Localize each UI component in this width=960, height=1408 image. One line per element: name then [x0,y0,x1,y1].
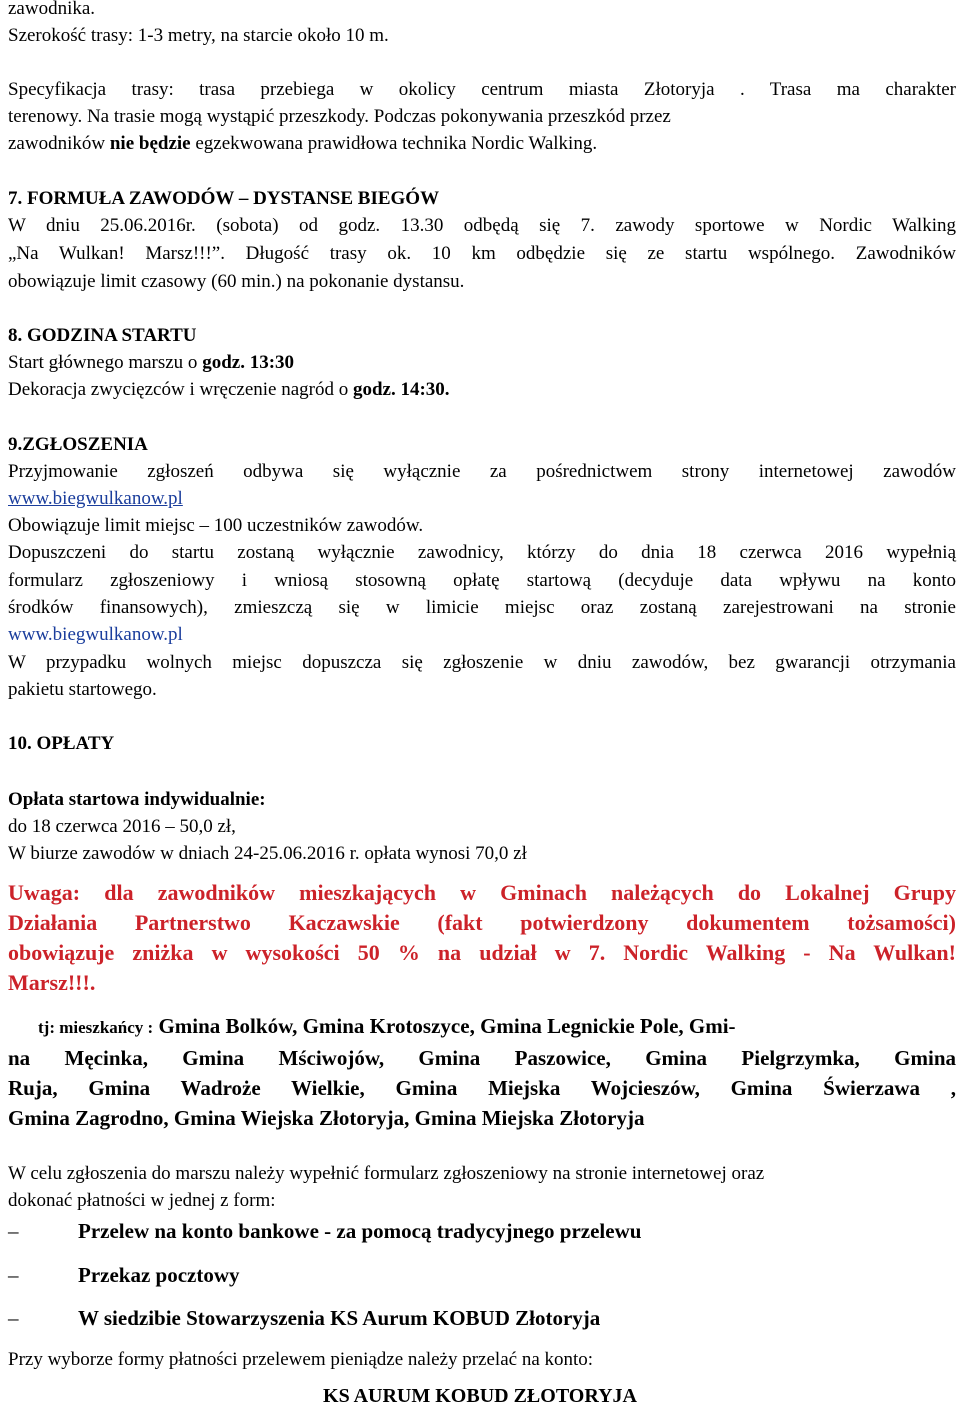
dash-bullet: – [8,1306,19,1330]
text-line: Obowiązuje limit miejsc – 100 uczestników zawodów. [8,515,424,536]
account-holder: KS AURUM KOBUD ZŁOTORYJA [323,1385,637,1407]
bold-span: nie będzie [109,133,191,154]
website-link[interactable]: www.biegwulkanow.pl [8,488,183,509]
text-line: Szerokość trasy: 1-3 metry, na starcie około 10 m. [8,25,389,46]
text-span: zawodników [8,133,110,154]
text-line: W celu zgłoszenia do marszu należy wypełnić formularz zgłoszeniowy na stronie internetowej oraz [8,1163,765,1184]
section-heading-7: 7. FORMUŁA ZAWODÓW – DYSTANSE BIEGÓW [8,188,440,209]
communes-line: na Męcinka, Gmina Mściwojów, Gmina Paszowice, Gmina Pielgrzymka, Gmina [8,1046,956,1070]
communes-text: Gmina Bolków, Gmina Krotoszyce, Gmina Legnickie Pole, Gmi- [153,1014,736,1038]
text-span: Start głównego marszu o [8,352,203,373]
payment-option-label: Przekaz pocztowy [78,1263,240,1287]
text-line: Dopuszczeni do startu zostaną wyłącznie zawodnicy, którzy do dnia 18 czerwca 2016 wypełnią [8,542,956,563]
text-line: zawodnika. [8,0,96,19]
text-line: W przypadku wolnych miejsc dopuszcza się zgłoszenie w dniu zawodów, bez gwarancji otrzymania [8,652,956,673]
website-link[interactable]: www.biegwulkanow.pl [8,624,183,645]
discount-warning [8,878,956,998]
section-heading-10: 10. OPŁATY [8,733,115,754]
text-line: terenowy. Na trasie mogą wystąpić przeszkody. Podczas pokonywania przeszkód przez [8,106,671,127]
payment-option [8,1218,641,1244]
communes-list [8,1011,956,1133]
bold-span: godz. [202,352,245,373]
text-line: Przyjmowanie zgłoszeń odbywa się wyłącznie za pośrednictwem strony internetowej zawodów [8,461,956,482]
text-span: Dekoracja zwycięzców i wręczenie nagród o [8,379,353,400]
text-line: „Na Wulkan! Marsz!!!”. Długość trasy ok. 10 km odbędzie się ze startu wspólnego. Zawodników [8,243,956,264]
bold-span: 13:30 [244,352,295,373]
text-line: Specyfikacja trasy: trasa przebiega w okolicy centrum miasta Złotoryja . Trasa ma charakter [8,79,956,100]
text-span: egzekwowana prawidłowa technika Nordic Walking. [190,133,598,154]
text-line: W biurze zawodów w dniach 24-25.06.2016 r. opłata wynosi 70,0 zł [8,843,527,864]
warning-line: Uwaga: dla zawodników mieszkających w Gminach należących do Lokalnej Grupy [8,880,956,905]
section-heading-8: 8. GODZINA STARTU [8,325,197,346]
text-line [8,378,450,402]
text-line: pakietu startowego. [8,679,157,700]
payment-option-label: W siedzibie Stowarzyszenia KS Aurum KOBUD Złotoryja [78,1306,601,1330]
text-line: W dniu 25.06.2016r. (sobota) od godz. 13.30 odbędą się 7. zawody sportowe w Nordic Walking [8,215,956,236]
text-line: formularz zgłoszeniowy i wniosą stosowną opłatę startową (decyduje data wpływu na konto [8,570,956,591]
payment-option-label: Przelew na konto bankowe - za pomocą tradycyjnego przelewu [78,1219,642,1243]
warning-line: Marsz!!!. [8,970,96,995]
text-line [8,132,597,156]
text-line: dokonać płatności w jednej z form: [8,1190,276,1211]
section-heading-9: 9.ZGŁOSZENIA [8,434,148,455]
text-line: do 18 czerwca 2016 – 50,0 zł, [8,816,236,837]
dash-bullet: – [8,1263,19,1287]
bold-span: godz. 14:30. [352,379,450,400]
text-line [8,351,294,375]
dash-bullet: – [8,1219,19,1243]
fee-subheading: Opłata startowa indywidualnie: [8,789,266,810]
payment-option [8,1305,600,1331]
payment-option [8,1262,240,1288]
text-line: środków finansowych), zmieszczą się w limicie miejsc oraz zostaną zarejestrowani na stronie [8,597,956,618]
warning-line: obowiązuje zniżka w wysokości 50 % na udział w 7. Nordic Walking - Na Wulkan! [8,940,956,965]
communes-line: Ruja, Gmina Wadroże Wielkie, Gmina Miejska Wojcieszów, Gmina Świerzawa , [8,1076,956,1100]
text-line: Przy wyborze formy płatności przelewem pieniądze należy przelać na konto: [8,1349,594,1370]
communes-line [8,1011,956,1043]
text-line: obowiązuje limit czasowy (60 min.) na pokonanie dystansu. [8,271,465,292]
communes-line: Gmina Zagrodno, Gmina Wiejska Złotoryja, Gmina Miejska Złotoryja [8,1106,645,1130]
warning-line: Działania Partnerstwo Kaczawskie (fakt potwierdzony dokumentem tożsamości) [8,910,956,935]
residents-label: tj: mieszkańcy : [38,1018,154,1037]
